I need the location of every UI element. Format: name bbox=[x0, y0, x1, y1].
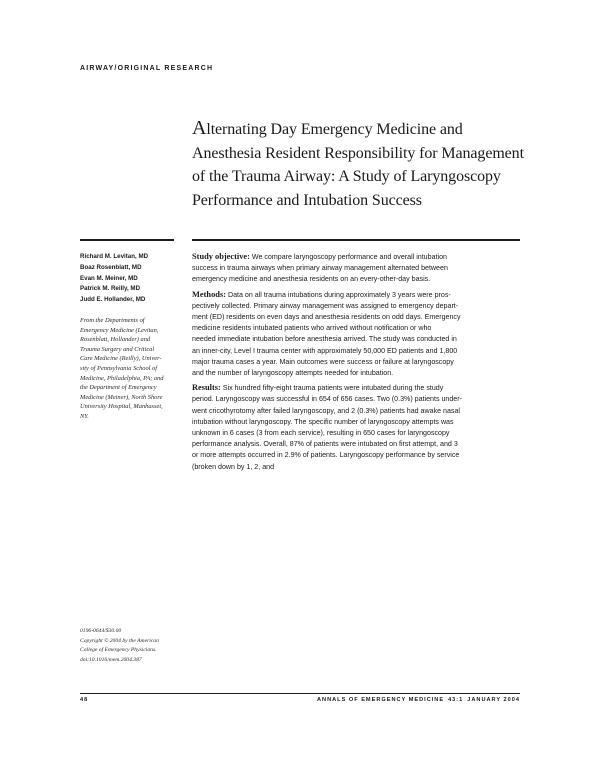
page-number: 48 bbox=[80, 697, 89, 703]
issue-date: JANUARY 2004 bbox=[467, 697, 520, 703]
abstract-line: went cricothyrotomy after failed laryngoscopy, and 2 (0.3%) patients had awake nasal bbox=[192, 406, 460, 415]
abstract-line: performance analysis. Overall, 87% of patients were intubated on first attempt, and 3 bbox=[192, 440, 458, 449]
affiliation-line: Medicine, Philadelphia, PA; and bbox=[80, 374, 164, 382]
author-column-rule bbox=[80, 239, 174, 241]
title-line bbox=[192, 117, 532, 142]
copyright-line: Copyright © 2004 by the American bbox=[80, 637, 159, 644]
abstract bbox=[192, 251, 522, 476]
abstract-line: medicine residents intubated patients who arrived without notification or who bbox=[192, 324, 432, 333]
affiliation-line: Trauma Surgery and Critical bbox=[80, 345, 155, 353]
footer-rule bbox=[80, 693, 520, 694]
title-line: of the Trauma Airway: A Study of Laryngoscopy bbox=[192, 168, 501, 185]
abstract-line-text: Data on all trauma intubations during approximately 3 years were pros- bbox=[227, 290, 451, 299]
author-name: Judd E. Hollander, MD bbox=[80, 296, 146, 304]
author-name: Boaz Rosenblatt, MD bbox=[80, 263, 142, 271]
abstract-line: ment (ED) residents on even days and anesthesia residents on odd days. Emergency bbox=[192, 313, 461, 322]
title-dropcap: A bbox=[192, 117, 207, 139]
abstract-line: major trauma cases a year. Main outcomes were success or failure at laryngoscopy bbox=[192, 357, 454, 366]
title-line: Anesthesia Resident Responsibility for Management bbox=[192, 144, 524, 162]
abstract-line bbox=[192, 289, 522, 301]
title-line: Performance and Intubation Success bbox=[192, 191, 422, 209]
author-list bbox=[80, 252, 148, 306]
affiliation-line: Medicine (Meiner), North Shore bbox=[80, 393, 163, 401]
abstract-line: pectively collected. Primary airway management was assigned to emergency depart- bbox=[192, 301, 459, 310]
abstract-line-text: Six hundred fifty-eight trauma patients were intubated during the study bbox=[222, 384, 444, 393]
copyright-line: doi:10.1016/mem.2004.387 bbox=[80, 656, 142, 663]
abstract-line: or more attempts occurred in 2.9% of patients. Laryngoscopy performance by service bbox=[192, 451, 460, 460]
objective-heading: Study objective: bbox=[192, 252, 250, 261]
affiliation-line: the Department of Emergency bbox=[80, 384, 157, 392]
section-label: AIRWAY/ORIGINAL RESEARCH bbox=[80, 65, 214, 72]
affiliation-line: Care Medicine (Reilly), Univer- bbox=[80, 355, 162, 363]
author-name: Patrick M. Reilly, MD bbox=[80, 285, 141, 293]
copyright-line: College of Emergency Physicians. bbox=[80, 647, 157, 653]
title-line-text: lternating Day Emergency Medicine and bbox=[206, 121, 463, 138]
abstract-line: intubation without laryngoscopy. The specific number of laryngoscopy attempts was bbox=[192, 417, 454, 426]
abstract-line bbox=[192, 251, 522, 263]
abstract-line: needed immediate intubation before anesthesia arrived. The study was conducted in bbox=[192, 335, 457, 344]
abstract-objective bbox=[192, 251, 522, 286]
abstract-line: emergency medicine and anesthesia residents on an every-other-day basis. bbox=[192, 275, 431, 284]
abstract-line bbox=[192, 382, 522, 394]
abstract-line: and the number of laryngoscopy attempts needed for intubation. bbox=[192, 369, 394, 378]
results-heading: Results: bbox=[192, 383, 221, 393]
abstract-results bbox=[192, 382, 522, 473]
affiliation-line: sity of Pennsylvania School of bbox=[80, 364, 158, 372]
abstract-line: an inner-city, Level I trauma center with approximately 50,000 ED patients and 1,800 bbox=[192, 346, 458, 355]
abstract-line: success in trauma airways when primary airway management alternated between bbox=[192, 264, 448, 273]
abstract-line: unknown in 6 cases (3 from each service), resulting in 650 cases for laryngoscopy bbox=[192, 429, 450, 438]
affiliation-line: From the Departments of bbox=[80, 317, 145, 324]
author-name: Richard M. Levitan, MD bbox=[80, 253, 149, 260]
copyright-line: 0196-0644/$30.00 bbox=[80, 628, 122, 634]
abstract-line: (broken down by 1, 2, and bbox=[192, 462, 275, 471]
journal-volume: 43:1 bbox=[448, 697, 464, 703]
article-title bbox=[192, 117, 532, 212]
copyright-block bbox=[80, 627, 159, 665]
abstract-column-rule bbox=[192, 239, 520, 241]
affiliation-line: University Hospital, Manhasset, bbox=[80, 403, 163, 411]
abstract-line: period. Laryngoscopy was successful in 654 of 656 cases. Two (0.3%) patients under- bbox=[192, 395, 462, 404]
affiliation-line: Emergency Medicine (Levitan, bbox=[80, 326, 159, 334]
abstract-line-text: We compare laryngoscopy performance and overall intubation bbox=[251, 253, 447, 261]
affiliation-line: NY. bbox=[80, 412, 89, 420]
affiliation-note bbox=[80, 316, 186, 422]
methods-heading: Methods: bbox=[192, 289, 226, 299]
author-name: Evan M. Meiner, MD bbox=[80, 274, 138, 282]
journal-name: ANNALS OF EMERGENCY MEDICINE bbox=[317, 697, 445, 703]
abstract-methods bbox=[192, 289, 522, 380]
running-footer bbox=[313, 697, 520, 703]
affiliation-line: Rosenblatt, Hollander) and bbox=[80, 336, 151, 344]
